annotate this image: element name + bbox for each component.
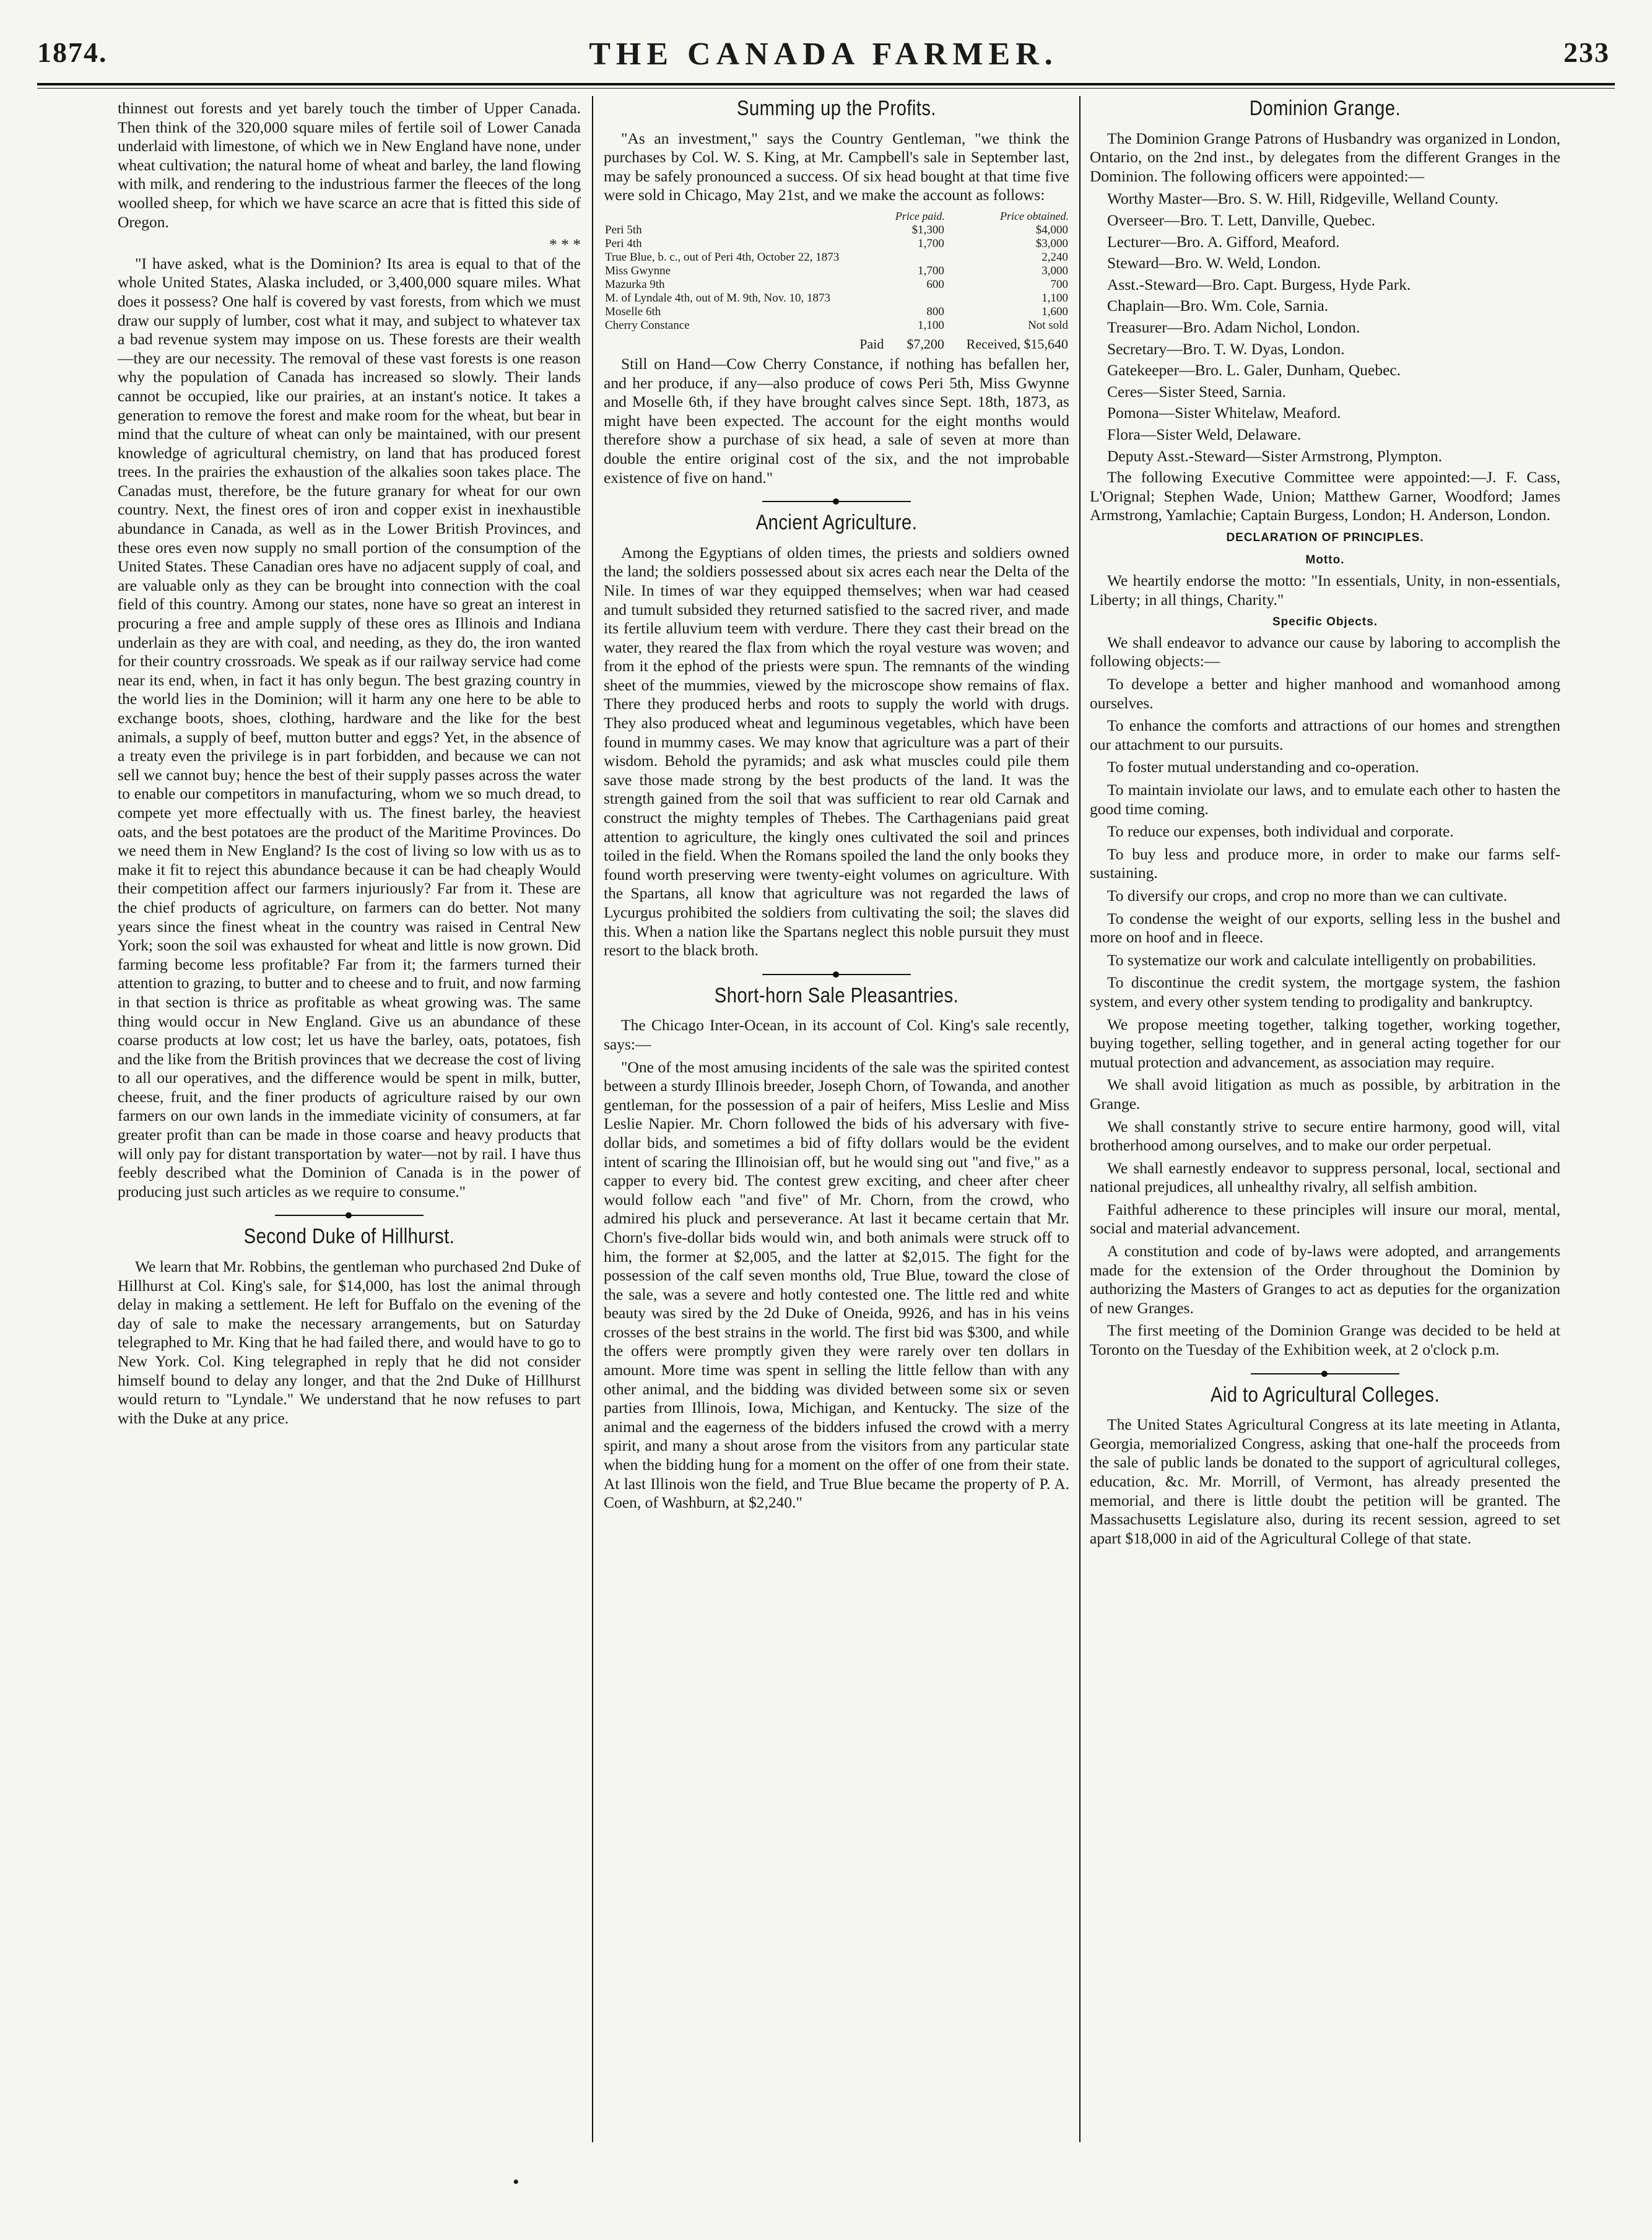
price-obtained: $4,000: [1035, 223, 1068, 237]
list-item: We shall constantly strive to secure entire harmony, good will, vital brotherhood among ourselves, and to make our order perpetual.: [1090, 1117, 1560, 1155]
section-heading: DECLARATION OF PRINCIPLES.: [1226, 531, 1424, 544]
table-row: [604, 305, 1069, 319]
list-item: Lecturer—Bro. A. Gifford, Meaford.: [1107, 232, 1340, 251]
price-obtained: 3,000: [1041, 264, 1068, 277]
table-row: [604, 251, 1069, 264]
paragraph: "As an investment," says the Country Gentleman, "we think the purchases by Col. W. S. King, at Mr. Campbell's sale in September last, may be safely pronounced a success. Of six head bought at that time five were sold in Chicago, May 21st, and we make the account as follows:: [604, 129, 1069, 204]
table-total-row: [604, 332, 1069, 351]
list-item: We shall earnestly endeavor to suppress personal, local, sectional and national prejudices, all unhealthy rivalry, all selfish ambition.: [1090, 1158, 1560, 1196]
column-header-obtained: Price obtained.: [1000, 209, 1069, 222]
column-2: [604, 99, 1069, 1516]
list-item: Faithful adherence to these principles will insure our moral, mental, social and material advancement.: [1090, 1200, 1560, 1238]
article-separator: [762, 501, 911, 502]
price-obtained: 1,600: [1041, 305, 1068, 318]
price-paid: 1,100: [918, 318, 944, 332]
sales-table: [604, 209, 1069, 351]
officer-list: [1090, 189, 1560, 466]
table-row: [604, 292, 1069, 305]
footer-mark: •: [513, 2172, 520, 2192]
paragraph: We heartily endorse the motto: "In essentials, Unity, in non-essentials, Liberty; in all things, Charity.": [1090, 571, 1560, 609]
article-title: Ancient Agriculture.: [755, 511, 918, 535]
article-title: Summing up the Profits.: [737, 97, 936, 120]
paragraph: thinnest out forests and yet barely touch the timber of Upper Canada. Then think of the 320,000 square miles of fertile soil of Lower Canada underlaid with limestone, of which we in New England have none, under wheat cultivation; the natural home of wheat and barley, the land flowing with milk, and rendering to the industrious farmer the fleeces of the long woolled sheep, for which we have scarce an acre that is fitted this side of Oregon.: [118, 99, 581, 231]
price-paid: 800: [926, 305, 944, 318]
paragraph: Still on Hand—Cow Cherry Constance, if nothing has befallen her, and her produce, if any—also produce of cows Peri 5th, Miss Gwynne and Moselle 6th, if they have brought calves since Sept. 18th, 1873, as might have been expected. The account for the eight months would therefore show a purchase of six head, a sale of seven at more than double the entire original cost of the six, and the not improbable existence of five on hand.": [604, 354, 1069, 487]
price-paid: [885, 251, 945, 264]
list-item: Chaplain—Bro. Wm. Cole, Sarnia.: [1107, 297, 1329, 315]
section-heading: Specific Objects.: [1272, 615, 1378, 629]
header-rule-thin: [37, 88, 1615, 89]
total-label: Paid: [859, 336, 884, 352]
article-short-horn-sale: [604, 983, 1069, 1513]
price-paid: [885, 292, 945, 305]
list-item: To systematize our work and calculate intelligently on probabilities.: [1107, 950, 1536, 969]
paragraph: Among the Egyptians of olden times, the priests and soldiers owned the land; the soldiers possessed about six acres each near the Delta of the Nile. In times of war they equipped themselves; when war had ceased and tumult subsided they returned satisfied to the sacred river, and made its fertile alluvium teem with verdure. There they cast their bread on the water, they reared the flax from which the royal vesture was woven; and from it the ephod of the priests were spun. The remnants of the winding sheet of the mummies, viewed by the microscope show remains of flax. There they produced herbs and roots to supply the world with drugs. They also produced wheat and leguminous vegetables, which have been found in mummy cases. We may know that agriculture was a part of their wisdom. Behold the pyramids; and ask what muscles could pile them save those made strong by the best products of the land. It was the strength gained from the soil that was sufficient to rear old Carnak and construct the mighty temples of Thebes. The Carthagenians paid great attention to agriculture, the kingly ones cultivated the soil and princes toiled in the field. When the Romans spoiled the land the only books they found worth preserving were twenty-eight volumes on agriculture. With the Spartans, all know that agriculture was not regarded the laws of Lycurgus prohibited the soldiers from cultivating the soil; the slaves did this. When a nation like the Spartans neglect this noble pursuit they must resort to the black broth.: [604, 543, 1069, 960]
list-item: To maintain inviolate our laws, and to emulate each other to hasten the good time coming.: [1090, 781, 1560, 818]
list-item: Ceres—Sister Steed, Sarnia.: [1107, 382, 1286, 401]
article-ancient-agriculture: [604, 513, 1069, 960]
article-second-duke: [118, 1227, 581, 1428]
price-paid: $1,300: [911, 223, 944, 237]
list-item: To diversify our crops, and crop no more than we can cultivate.: [1107, 886, 1508, 905]
list-item: Treasurer—Bro. Adam Nichol, London.: [1107, 318, 1360, 336]
table-row: [604, 224, 1069, 237]
article-title: Short-horn Sale Pleasantries.: [714, 983, 959, 1007]
paragraph: The Chicago Inter-Ocean, in its account of Col. King's sale recently, says:—: [604, 1016, 1069, 1053]
list-item: To condense the weight of our exports, selling less in the bushel and more on hoof and in fleece.: [1090, 909, 1560, 947]
animal-name: True Blue, b. c., out of Peri 4th, October 22, 1873: [605, 250, 840, 264]
price-obtained: 2,240: [1041, 250, 1068, 264]
header-rule: [37, 83, 1615, 85]
price-obtained: Not sold: [1028, 318, 1068, 332]
price-obtained: 700: [1050, 277, 1068, 291]
price-paid: 1,700: [918, 264, 944, 277]
list-item: To buy less and produce more, in order to make our farms self-sustaining.: [1090, 844, 1560, 882]
article-continued: [118, 99, 581, 1201]
column-divider: [1079, 96, 1080, 2142]
column-header-paid: Price paid.: [895, 209, 945, 222]
paragraph: "I have asked, what is the Dominion? Its area is equal to that of the whole United States, Alaska included, or 3,400,000 square miles. What does it possess? One half is covered by vast forests, from which we must draw our supply of lumber, cost what it may, and subject to whatever tax a bad revenue system may impose on us. These forests are their wealth—they are our necessity. The removal of these vast forests is one reason why the population of Canada has increased so slowly. Their lands cannot be occupied, like our prairies, at an instant's notice. It takes a generation to remove the forest and make room for the wheat, but bear in mind that the culture of wheat can only be maintained, with our present knowledge of agricultural chemistry, on land that has produced forest trees. In the prairies the exhaustion of the alkalies soon takes place. The Canadas must, therefore, be the future granary for wheat for our own country. Next, the finest ores of iron and copper exist in inexhaustible abundance in Canada, as well as in the Lower British Provinces, and these ores even now supply no small portion of the consumption of the United States. These Canadian ores have no adjacent supply of coal, and are valuable only as they can be brought into connection with the coal field of this country. Among our states, none have so great an interest in procuring a free and ample supply of these ores as Illinois and Indiana underlain as they are with coal, and needing, as they do, the iron wanted for their country crossroads. We speak as if our railway service had come near its end, when, in fact it has only begun. The best grazing country in the world lies in the Dominion; will it harm any one here to be able to exchange boots, shoes, clothing, hardware and the like for the best animals, a supply of beef, mutton butter and eggs? Yet, in the absence of a treaty even the privilege is in part forbidden, and because we can not sell we cannot buy; hence the best of their supply passes across the water to enable our competitors in manufacturing, whom we so much dread, to compete yet more effectually with us. The finest barley, the heaviest oats, and the best potatoes are the product of the Maritime Provinces. Do we need them in New England? Is the cost of living so low with us as to make it fit to reject this abundance because it can be had cheaply Would their competition affect our farmers injuriously? Far from it. These are the chief products of agriculture, on farmers can do better. Not many years since the finest wheat in the country was raised in Central New York; soon the soil was exhausted for wheat and little is now grown. Did farming become less profitable? Far from it; the farmers turned their attention to grazing, to butter and to cheese and to fruit, and now farming in that section is thrice as profitable as wheat growing was. The same thing would occur in New England. Give us an abundance of these coarse products at low cost; let us have the barley, oats, potatoes, fish and the like from the British provinces that we decrease the cost of living to all our operatives, and the difference would be spent in milk, butter, cheese, fruit, and the finer products of agriculture raised by our own farmers on our own lands in the immediate vicinity of consumers, at far greater profit than can be made in those coarse and heavy products that will only pay for distant transportation by water—not by rail. I have thus feebly described what the Dominion of Canada is in the power of producing just such articles as we require to consume.": [118, 254, 581, 1200]
list-item: Overseer—Bro. T. Lett, Danville, Quebec.: [1107, 211, 1376, 229]
list-item: We shall endeavor to advance our cause by laboring to accomplish the following objects:—: [1090, 633, 1560, 671]
list-item: To foster mutual understanding and co-operation.: [1107, 758, 1419, 776]
paragraph: "One of the most amusing incidents of the sale was the spirited contest between a sturdy Illinois breeder, Joseph Chorn, of Towanda, and another gentleman, for the possession of a pair of heifers, Miss Leslie and Miss Leslie Napier. Mr. Chorn followed the bids of his adversary with five-dollar bids, and sometimes a bid of fifty dollars would be the evident intent of scaring the Illinoisian off, but he would sing out "and five," as a capper to every bid. The contest grew exciting, and cheer after cheer would follow each "and five" of Mr. Chorn, from the crowd, who admired his pluck and perseverance. At last it became certain that Mr. Chorn's five-dollar bids would win, and both animals were struck off to him, the former at $2,005, and the latter at $2,015. The fight for the possession of the calf seven months old, True Blue, toward the close of the sale, was a severe and hotly contested one. The little red and white beauty was sired by the 2d Duke of Oneida, 9926, and has in his veins crosses of the best strains in the world. The first bid was $300, and while the offers were promptly given they were rarely over ten dollars in amount. More time was spent in selling the little fellow than with any other animal, and the bidding was divided between some six or seven parties from Illinois, Iowa, Michigan, and Kentucky. The size of the animal and the eagerness of the bidders infused the crowd with a merry spirit, and many a shout arose from the visitors from any particular state when the bidding hung for a moment on the offer of one from their state. At last Illinois won the field, and True Blue became the property of P. A. Coen, of Washburn, at $2,240.": [604, 1057, 1069, 1512]
article-separator: [1251, 1373, 1399, 1374]
list-item: Asst.-Steward—Bro. Capt. Burgess, Hyde Park.: [1107, 275, 1411, 293]
article-title: Second Duke of Hillhurst.: [243, 1225, 455, 1249]
list-item: We propose meeting together, talking together, working together, buying together, selling together, and in general acting together for our mutual protection and advancement, as association may require.: [1090, 1015, 1560, 1071]
column-1: [118, 99, 581, 1431]
list-item: We shall avoid litigation as much as possible, by arbitration in the Grange.: [1090, 1075, 1560, 1113]
price-paid: 600: [926, 277, 944, 291]
price-obtained: 1,100: [1041, 291, 1068, 305]
list-item: Secretary—Bro. T. W. Dyas, London.: [1107, 339, 1345, 358]
table-row: [604, 278, 1069, 292]
list-item: Worthy Master—Bro. S. W. Hill, Ridgeville, Welland County.: [1107, 189, 1498, 208]
column-3: [1090, 99, 1560, 1552]
article-dominion-grange: [1090, 99, 1560, 1360]
list-item: To discontinue the credit system, the mortgage system, the fashion system, and every other system tending to prodigality and bankruptcy.: [1090, 973, 1560, 1010]
article-title: Aid to Agricultural Colleges.: [1210, 1383, 1440, 1407]
animal-name: Moselle 6th: [605, 305, 661, 318]
list-item: To reduce our expenses, both individual and corporate.: [1107, 822, 1454, 841]
article-separator: [762, 974, 911, 975]
list-item: Deputy Asst.-Steward—Sister Armstrong, Plympton.: [1107, 446, 1443, 465]
paragraph: We learn that Mr. Robbins, the gentleman who purchased 2nd Duke of Hillhurst at Col. King's sale, for $14,000, has lost the animal through delay in making a settlement. He left for Buffalo on the evening of the day of sale to make the necessary arrangements, but on Saturday telegraphed to Mr. King that he had failed there, and would have to go to New York. Col. King telegraphed in reply that he did not consider himself bound to delay any longer, and that the 2nd Duke of Hillhurst would return to "Lyndale." We understand that he now refuses to part with the Duke at any price.: [118, 1257, 581, 1427]
article-separator: [275, 1215, 424, 1216]
issue-year: 1874.: [37, 37, 108, 68]
table-row: [604, 237, 1069, 251]
price-paid: 1,700: [918, 237, 944, 250]
list-item: Gatekeeper—Bro. L. Galer, Dunham, Quebec.: [1107, 361, 1401, 380]
paragraph: The United States Agricultural Congress at its late meeting in Atlanta, Georgia, memorialized Congress, asking that one-half the proceeds from the sale of public lands be donated to the support of agricultural colleges, education, &c. Mr. Morrill, of Vermont, has already presented the memorial, and there is little doubt the petition will be granted. The Massachusetts Legislature also, during its recent session, agreed to set apart $18,000 in aid of the Agricultural College of that state.: [1090, 1415, 1560, 1547]
animal-name: Peri 4th: [605, 237, 642, 250]
animal-name: Mazurka 9th: [605, 277, 665, 291]
section-heading: Motto.: [1305, 553, 1345, 567]
table-header-row: [604, 209, 1069, 224]
paragraph: A constitution and code of by-laws were adopted, and arrangements made for the extension of the Order throughout the Dominion by authorizing the Masters of Granges to act as deputies for the organization of new Granges.: [1090, 1242, 1560, 1317]
animal-name: Peri 5th: [605, 223, 642, 237]
column-divider: [592, 96, 593, 2142]
article-agricultural-colleges: [1090, 1383, 1560, 1548]
page-header: [37, 36, 1610, 79]
paragraph: The first meeting of the Dominion Grange was decided to be held at Toronto on the Tuesday of the Exhibition week, at 2 o'clock p.m.: [1090, 1321, 1560, 1359]
total-obtained: Received, $15,640: [966, 336, 1068, 352]
masthead-title: THE CANADA FARMER.: [589, 37, 1058, 72]
price-obtained: $3,000: [1035, 237, 1068, 250]
list-item: To enhance the comforts and attractions of our homes and strengthen our attachment to our pursuits.: [1090, 716, 1560, 753]
animal-name: M. of Lyndale 4th, out of M. 9th, Nov. 10, 1873: [605, 291, 830, 305]
list-item: Steward—Bro. W. Weld, London.: [1107, 254, 1321, 272]
table-row: [604, 264, 1069, 278]
section-stars: * * *: [549, 235, 581, 254]
article-summing-profits: [604, 99, 1069, 487]
article-title: Dominion Grange.: [1249, 97, 1401, 120]
animal-name: Miss Gwynne: [605, 264, 671, 277]
list-item: Flora—Sister Weld, Delaware.: [1107, 425, 1302, 443]
list-item: To develope a better and higher manhood and womanhood among ourselves.: [1090, 675, 1560, 712]
animal-name: Cherry Constance: [605, 318, 690, 332]
total-paid: $7,200: [906, 336, 944, 352]
paragraph: The following Executive Committee were appointed:—J. F. Cass, L'Orignal; Stephen Wade, Union; Matthew Garner, Woodford; James Armstrong, Yamlachie; Captain Burgess, London; H. Anderson, London.: [1090, 468, 1560, 524]
paragraph: The Dominion Grange Patrons of Husbandry was organized in London, Ontario, on the 2nd inst., by delegates from the different Granges in the Dominion. The following officers were appointed:—: [1090, 129, 1560, 185]
list-item: Pomona—Sister Whitelaw, Meaford.: [1107, 404, 1341, 422]
page-number: 233: [1563, 37, 1610, 68]
table-row: [604, 319, 1069, 332]
